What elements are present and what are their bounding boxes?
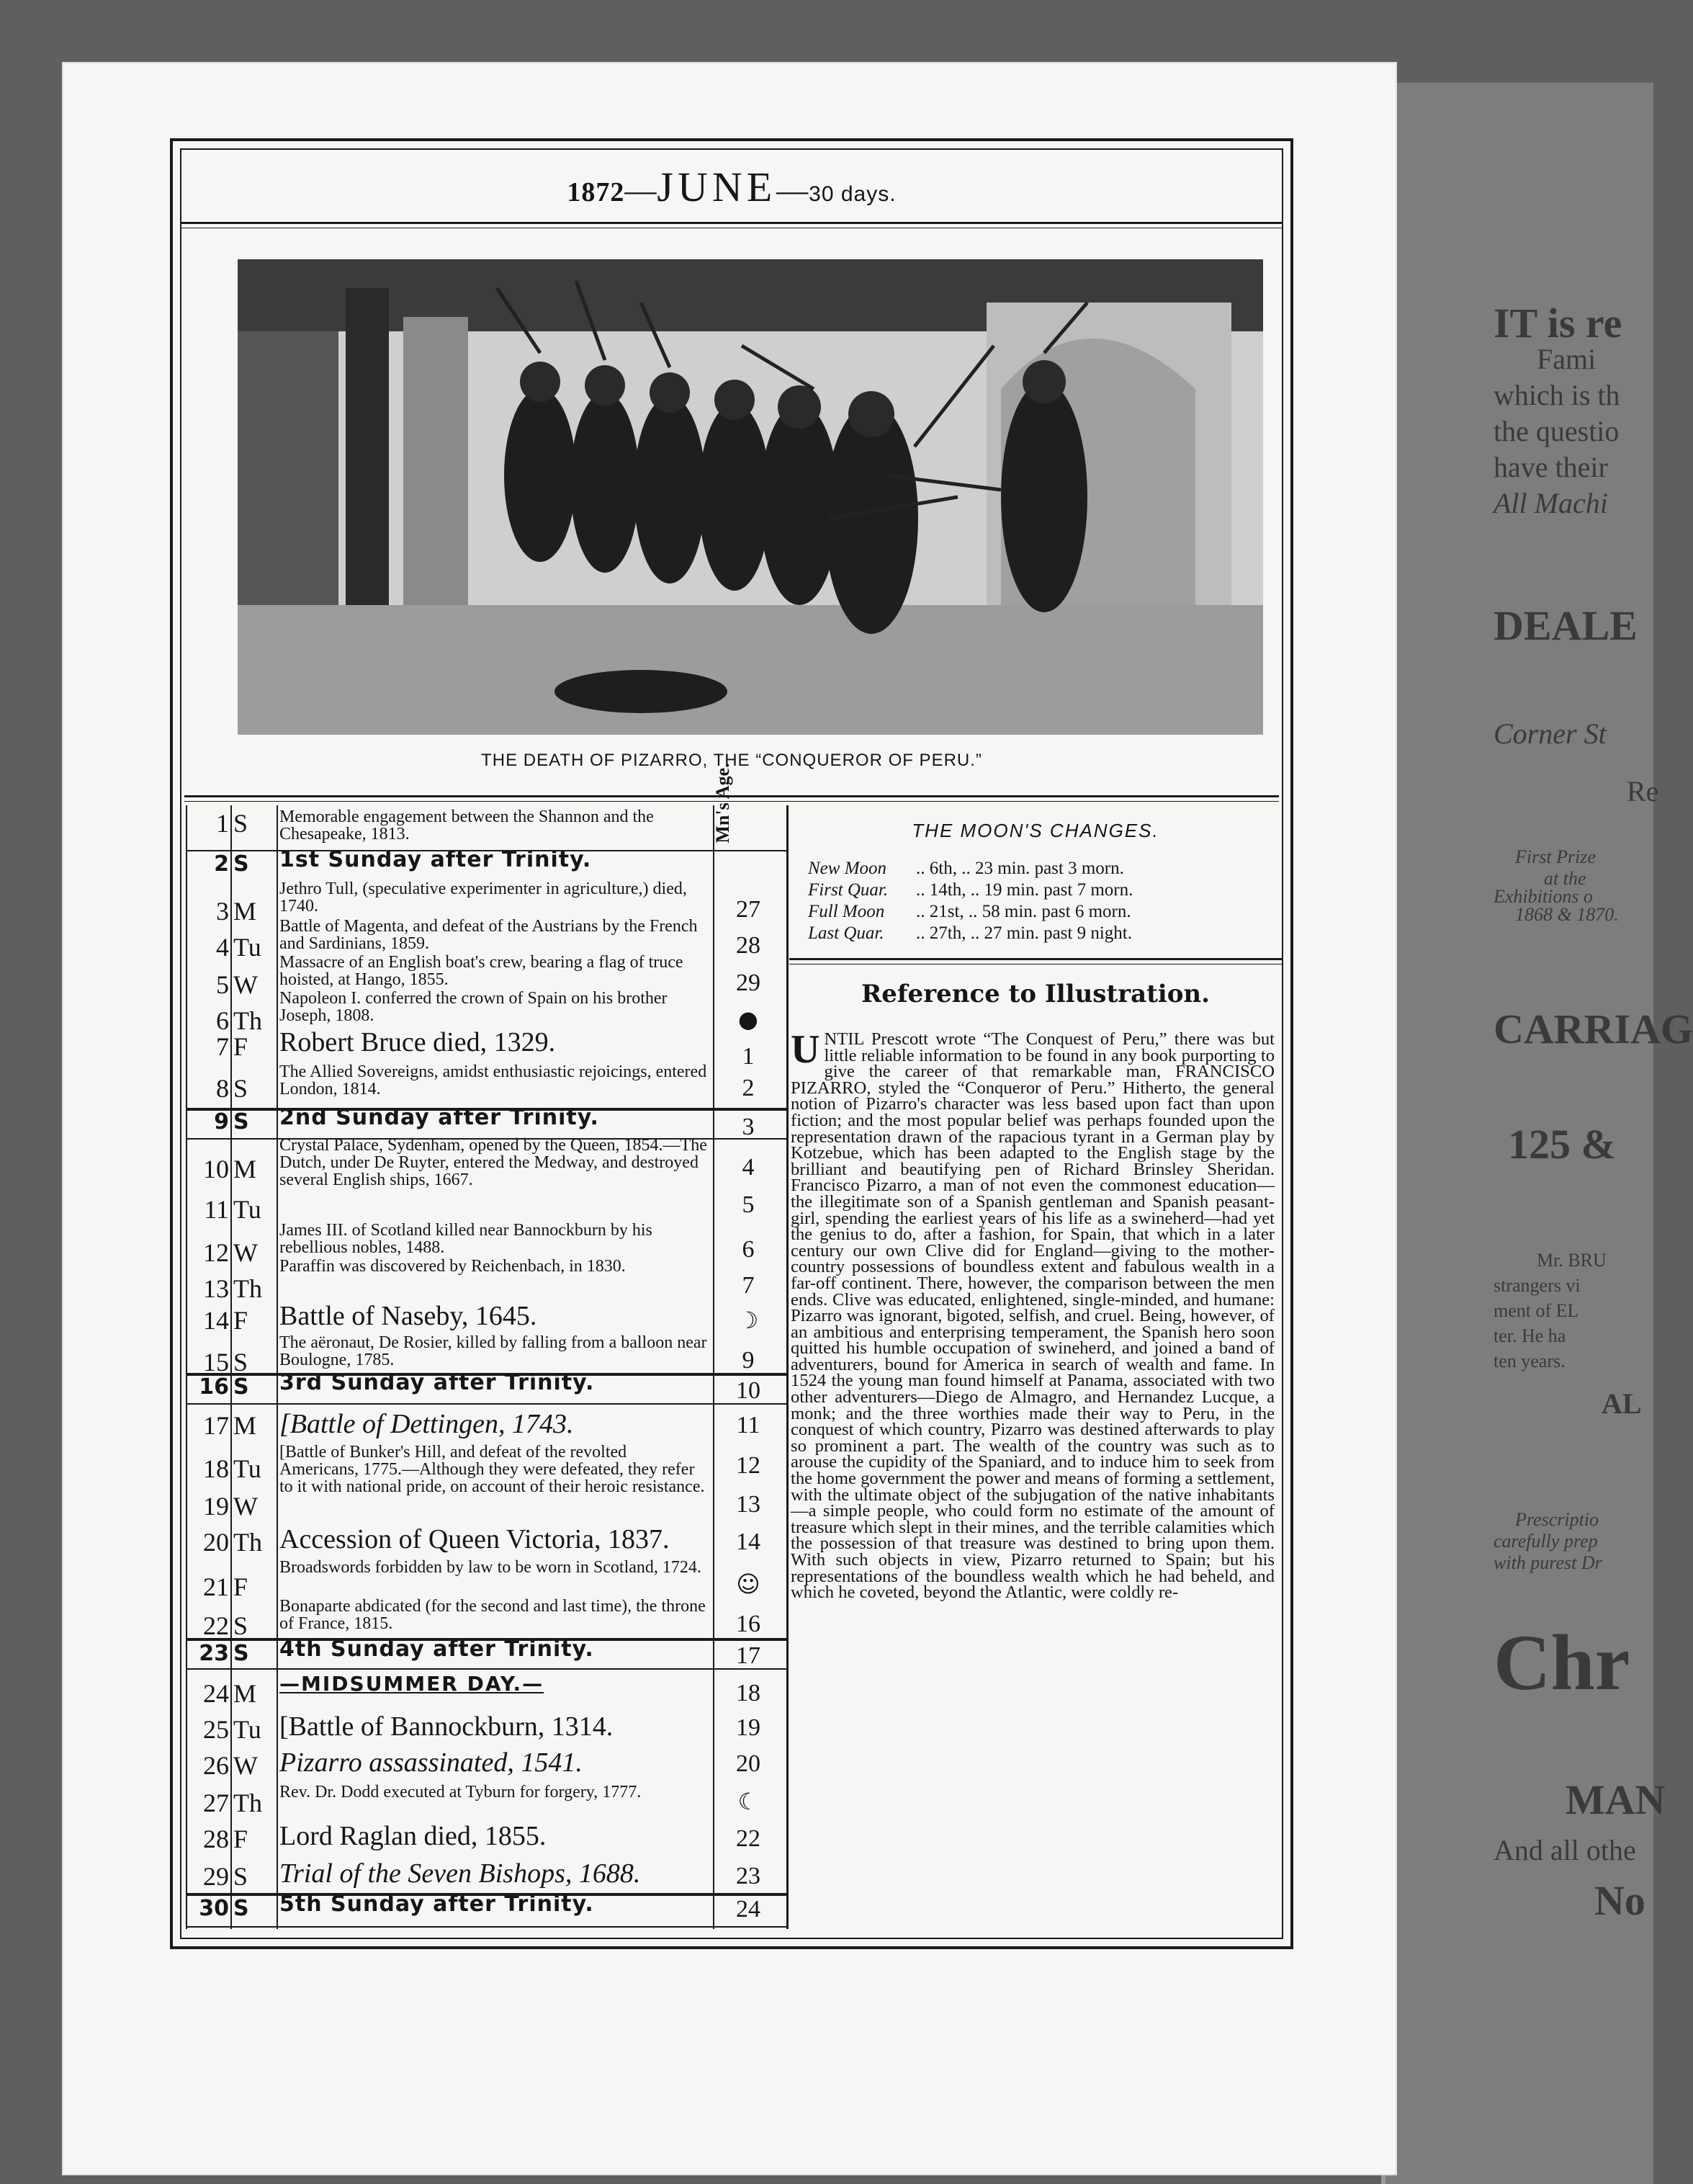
moon-age: 3 xyxy=(742,1114,755,1140)
day-number: 27 xyxy=(203,1789,229,1817)
moon-age: 6 xyxy=(742,1236,755,1263)
event-text: 2nd Sunday after Trinity. xyxy=(279,1105,599,1130)
reference-text: NTIL Prescott wrote “The Conquest of Peru,” there was but little reliable information to be found in any book purporting to give the career of that remarkable man, FRANCISCO PIZARRO, styled the “Conqueror of Peru.” Hitherto, the general notion of Pizarro's character was less based upon fact than upon fiction; and the most popular belief was perhaps founded upon the representation drawn of the rapacious tyrant in a German play by Kotzebue, which has been adapted to the English stage by the brilliant and beautifying pen of Richard Brinsley Sheridan. Francisco Pizarro, a man of not even the commonest education—the illegitimate son of a Spanish gentleman and Spanish peasant-girl, spending the earliest years of his life as a swineherd—had yet the genius to do, after a fashion, for Spain, that which in a later century our own Clive did for England—giving to the mother-country possessions of boundless extent and fabulous wealth in a far-off continent. There, however, the comparison between the men ends. Clive was educated, enlightened, single-minded, and humane: Pizarro was ignorant, bigoted, selfish, and cruel. Being, however, of an ambitious and enterprising temperament, the Spanish hero soon quitted his humble occupation of swineherd, and joined a band of adventurers, bound for America in search of wealth and fame. In 1524 the young man found himself at Panama, associated with two other adventurers—Diego de Almagro, and Hernandez Lucque, a monk; and the three worthies made their way to Peru, in the conquest of which country, Pizarro was destined afterwards to play so prominent a part. The wealth of the country was such as to arouse the cupidity of the Spaniard, and to induce him to seek from the home government the power and means of forming a settlement, with the ultimate object of the subjugation of the native inhabitants—a simple people, who could form no estimate of the amount of treasure which slept in their mines, and the terrible calamities which the possession of that treasure was destined to bring upon them. With such objects in view, Pizarro returned to Spain; but his representations of the boundless wealth which he had beheld, and which he coveted, beyond the Atlantic, were coldly re- xyxy=(791,1029,1275,1603)
moon-phase-row xyxy=(808,902,1131,922)
row-rule xyxy=(186,1403,786,1405)
full-moon-symbol: ☺ xyxy=(736,1570,760,1598)
day-number: 6 xyxy=(216,1006,229,1035)
adjacent-text: with purest Dr xyxy=(1494,1552,1602,1573)
adjacent-text: the questio xyxy=(1494,415,1620,447)
divider xyxy=(789,964,1282,965)
weekday: M xyxy=(233,897,257,926)
weekday: S xyxy=(233,809,248,838)
moon-age: 18 xyxy=(736,1680,760,1706)
weekday: S xyxy=(233,1109,249,1134)
weekday: Tu xyxy=(233,933,261,962)
day-number: 13 xyxy=(203,1274,229,1303)
moon-age: 20 xyxy=(736,1750,760,1777)
moon-age: 4 xyxy=(742,1154,755,1181)
event-text: Broadswords forbidden by law to be worn in Scotland, 1724. xyxy=(279,1558,701,1577)
reference-heading: Reference to Illustration. xyxy=(861,980,1210,1008)
adjacent-text: MAN xyxy=(1566,1776,1666,1823)
moon-age: 27 xyxy=(736,896,760,923)
drop-cap: U xyxy=(791,1027,820,1072)
weekday: F xyxy=(233,1825,248,1853)
weekday: S xyxy=(233,1896,249,1921)
event-text: 5th Sunday after Trinity. xyxy=(279,1892,594,1917)
event-text: 4th Sunday after Trinity. xyxy=(279,1637,594,1662)
event-text: Accession of Queen Victoria, 1837. xyxy=(279,1524,670,1554)
event-text: The aëronaut, De Rosier, killed by falling from a balloon near Boulogne, 1785. xyxy=(279,1333,707,1369)
moon-phase-name: New Moon xyxy=(808,859,887,878)
weekday: Th xyxy=(233,1528,262,1557)
moon-age: 7 xyxy=(742,1272,755,1299)
title-days: 30 days. xyxy=(809,182,897,206)
moon-phase-row xyxy=(808,859,1124,879)
event-text: Crystal Palace, Sydenham, opened by the Queen, 1854.—The Dutch, under De Ruyter, entered the Medway, and destroyed several English ships, 1667. xyxy=(279,1136,707,1189)
moon-age-header: Mn's Age. xyxy=(712,763,733,843)
moon-age: 9 xyxy=(742,1347,755,1374)
event-text: Lord Raglan died, 1855. xyxy=(279,1821,547,1851)
adjacent-text: strangers vi xyxy=(1494,1275,1581,1296)
row-rule xyxy=(186,1926,786,1928)
illustration-caption: THE DEATH OF PIZARRO, THE “CONQUEROR OF PERU.” xyxy=(481,751,982,770)
moon-age: 24 xyxy=(736,1896,760,1923)
moon-phase-row xyxy=(808,880,1133,900)
day-number: 2 xyxy=(214,851,229,877)
day-number: 21 xyxy=(203,1572,229,1601)
moon-changes-title: THE MOON'S CHANGES. xyxy=(912,820,1159,841)
event-text: [Battle of Bunker's Hill, and defeat of the revolted Americans, 1775.—Although they were defeated, they refer to it with national pride, on account of their heroic resistance. xyxy=(279,1443,705,1496)
divider xyxy=(180,222,1283,224)
moon-age: 16 xyxy=(736,1611,760,1637)
weekday: M xyxy=(233,1679,257,1708)
day-number: 25 xyxy=(203,1715,229,1744)
day-number: 17 xyxy=(203,1411,229,1440)
moon-age: 14 xyxy=(736,1529,760,1555)
weekday: Th xyxy=(233,1274,262,1303)
week-rule xyxy=(186,1108,786,1111)
weekday: W xyxy=(233,1492,258,1521)
day-number: 4 xyxy=(216,933,229,962)
moon-phase-name: Last Quar. xyxy=(808,923,884,943)
adjacent-text: have their xyxy=(1494,451,1608,483)
moon-age: 19 xyxy=(736,1714,760,1741)
moon-age: 13 xyxy=(736,1491,760,1518)
row-rule xyxy=(186,1138,786,1140)
event-text: Battle of Magenta, and defeat of the Austrians by the French and Sardinians, 1859. xyxy=(279,917,698,953)
weekday: M xyxy=(233,1411,257,1440)
weekday: F xyxy=(233,1572,248,1601)
adjacent-text: ter. He ha xyxy=(1494,1325,1566,1346)
moon-phase-row xyxy=(808,923,1132,944)
weekday: F xyxy=(233,1306,248,1335)
weekday: S xyxy=(233,851,249,877)
adjacent-text: No xyxy=(1594,1877,1645,1924)
weekday: S xyxy=(233,1374,249,1400)
week-rule xyxy=(186,1373,786,1376)
moon-phase-time: .. 6th, .. 23 min. past 3 morn. xyxy=(916,859,1124,878)
event-text: Memorable engagement between the Shannon and the Chesapeake, 1813. xyxy=(279,807,654,843)
week-rule xyxy=(186,1893,786,1896)
adjacent-text: ten years. xyxy=(1494,1351,1566,1371)
moon-age: 10 xyxy=(736,1377,760,1404)
adjacent-page xyxy=(1381,83,1693,2184)
divider xyxy=(789,958,1282,960)
day-number: 8 xyxy=(216,1074,229,1103)
row-rule xyxy=(186,850,786,851)
event-text: Rev. Dr. Dodd executed at Tyburn for forgery, 1777. xyxy=(279,1783,642,1802)
moon-age: 29 xyxy=(736,970,760,996)
engraving-illustration xyxy=(238,259,1263,735)
day-number: 29 xyxy=(203,1862,229,1891)
weekday: Tu xyxy=(233,1715,261,1744)
adjacent-text: DEALE xyxy=(1494,602,1638,649)
event-text: Paraffin was discovered by Reichenbach, in 1830. xyxy=(279,1257,626,1276)
event-text: [Battle of Bannockburn, 1314. xyxy=(279,1711,614,1742)
moon-age: 23 xyxy=(736,1863,760,1889)
weekday: Th xyxy=(233,1006,262,1035)
moon-age: 17 xyxy=(736,1642,760,1669)
day-number: 5 xyxy=(216,970,229,999)
event-text: Bonaparte abdicated (for the second and last time), the throne of France, 1815. xyxy=(279,1597,706,1633)
day-number: 7 xyxy=(216,1032,229,1061)
adjacent-text: carefully prep xyxy=(1494,1531,1598,1552)
new-moon-symbol: ● xyxy=(738,1006,758,1033)
adjacent-text: Prescriptio xyxy=(1515,1509,1599,1530)
day-number: 14 xyxy=(203,1306,229,1335)
weekday: S xyxy=(233,1862,248,1891)
weekday: W xyxy=(233,970,258,999)
last-quarter-symbol: ☾ xyxy=(737,1788,759,1815)
day-number: 19 xyxy=(203,1492,229,1521)
day-number: 23 xyxy=(199,1641,229,1666)
first-quarter-symbol: ☽ xyxy=(737,1307,759,1334)
adjacent-text: Chr xyxy=(1494,1619,1630,1706)
weekday: F xyxy=(233,1032,248,1061)
weekday: Tu xyxy=(233,1454,261,1483)
adjacent-text: Fami xyxy=(1537,343,1597,375)
week-rule xyxy=(186,1638,786,1641)
event-text: Massacre of an English boat's crew, bearing a flag of truce hoisted, at Hango, 1855. xyxy=(279,953,683,989)
adjacent-text: AL xyxy=(1602,1387,1642,1420)
weekday: W xyxy=(233,1238,258,1267)
weekday: Tu xyxy=(233,1195,261,1224)
midsummer-heading: —MIDSUMMER DAY.— xyxy=(279,1672,544,1696)
day-number: 11 xyxy=(204,1195,229,1224)
adjacent-text: which is th xyxy=(1494,379,1620,411)
day-number: 12 xyxy=(203,1238,229,1267)
weekday: M xyxy=(233,1155,257,1183)
adjacent-text: And all othe xyxy=(1494,1834,1636,1866)
day-number: 20 xyxy=(203,1528,229,1557)
moon-phase-time: .. 27th, .. 27 min. past 9 night. xyxy=(916,923,1132,943)
day-number: 18 xyxy=(203,1454,229,1483)
day-number: 26 xyxy=(203,1751,229,1780)
event-text: James III. of Scotland killed near Bannockburn by his rebellious nobles, 1488. xyxy=(279,1221,652,1257)
day-number: 15 xyxy=(203,1348,229,1377)
event-text: The Allied Sovereigns, amidst enthusiastic rejoicings, entered London, 1814. xyxy=(279,1062,707,1098)
day-number: 24 xyxy=(203,1679,229,1708)
weekday: S xyxy=(233,1074,248,1103)
moon-age: 5 xyxy=(742,1191,755,1218)
column-rule xyxy=(786,805,789,1929)
event-text: Pizarro assassinated, 1541. xyxy=(279,1747,583,1778)
day-number: 28 xyxy=(203,1825,229,1853)
moon-age: 2 xyxy=(742,1075,755,1101)
adjacent-text: Mr. BRU xyxy=(1537,1250,1607,1271)
moon-age: 28 xyxy=(736,932,760,959)
day-number: 9 xyxy=(214,1109,229,1134)
moon-age: 12 xyxy=(736,1452,760,1479)
moon-phase-time: .. 14th, .. 19 min. past 7 morn. xyxy=(916,880,1133,900)
row-rule xyxy=(186,1668,786,1670)
moon-phase-name: Full Moon xyxy=(808,902,885,921)
weekday: Th xyxy=(233,1789,262,1817)
adjacent-text: CARRIAG xyxy=(1494,1006,1693,1052)
moon-age: 22 xyxy=(736,1825,760,1852)
adjacent-text: Corner St xyxy=(1494,717,1607,750)
event-text: 1st Sunday after Trinity. xyxy=(279,847,592,872)
day-number: 16 xyxy=(199,1374,229,1400)
adjacent-text: 125 & xyxy=(1508,1121,1616,1168)
moon-age: 1 xyxy=(742,1043,755,1070)
adjacent-text: IT is re xyxy=(1494,300,1622,346)
event-text: Napoleon I. conferred the crown of Spain on his brother Joseph, 1808. xyxy=(279,989,668,1025)
weekday: S xyxy=(233,1641,249,1666)
adjacent-text: First Prize xyxy=(1515,846,1596,867)
moon-age: 11 xyxy=(736,1412,760,1438)
adjacent-text: Re xyxy=(1627,775,1659,807)
reference-body xyxy=(791,1027,1275,1925)
weekday: S xyxy=(233,1611,248,1640)
day-number: 3 xyxy=(216,897,229,926)
adjacent-text: 1868 & 1870. xyxy=(1515,904,1619,925)
event-text: Jethro Tull, (speculative experimenter in agriculture,) died, 1740. xyxy=(279,880,687,916)
weekday: W xyxy=(233,1751,258,1780)
weekday: S xyxy=(233,1348,248,1377)
event-text: 3rd Sunday after Trinity. xyxy=(279,1370,595,1395)
adjacent-text: All Machi xyxy=(1494,487,1608,519)
title-month: JUNE xyxy=(657,164,777,210)
event-text: Trial of the Seven Bishops, 1688. xyxy=(279,1858,641,1889)
adjacent-text: ment of EL xyxy=(1494,1300,1579,1321)
day-number: 30 xyxy=(199,1896,229,1921)
title-year: 1872 xyxy=(567,177,625,207)
day-number: 10 xyxy=(203,1155,229,1183)
moon-phase-time: .. 21st, .. 58 min. past 6 morn. xyxy=(916,902,1131,921)
event-text: Robert Bruce died, 1329. xyxy=(279,1027,556,1057)
moon-phase-name: First Quar. xyxy=(808,880,889,900)
event-text: Battle of Naseby, 1645. xyxy=(279,1301,537,1331)
adjacent-text: at the xyxy=(1544,868,1586,889)
page-title: 1872—JUNE—30 days. xyxy=(567,164,897,210)
day-number: 22 xyxy=(203,1611,229,1640)
event-text: [Battle of Dettingen, 1743. xyxy=(279,1409,574,1439)
adjacent-text: Exhibitions o xyxy=(1494,886,1593,907)
day-number: 1 xyxy=(216,809,229,838)
